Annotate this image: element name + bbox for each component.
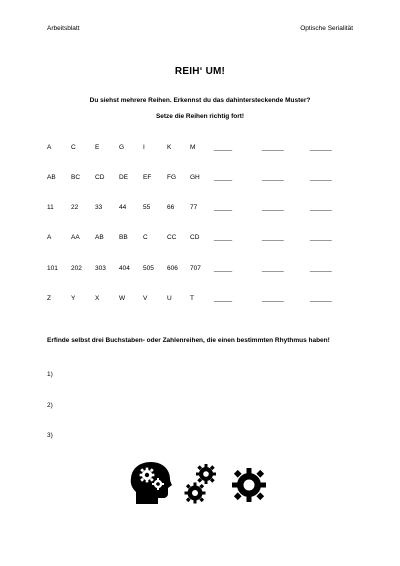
sequence-row [0,174,400,186]
sequence-item: X [95,295,100,302]
sequence-item: 44 [119,204,127,211]
sequence-item: BC [71,174,81,181]
answer-blank[interactable]: ______ [310,144,332,151]
sequence-item: AB [95,234,104,241]
sequence-item: C [143,234,148,241]
sequence-item: EF [143,174,152,181]
answer-blank[interactable]: _____ [214,144,233,151]
page-header [0,0,400,40]
answer-blank[interactable]: ______ [310,174,332,181]
sequence-item: CC [167,234,177,241]
sequence-item: 202 [71,265,82,272]
sequence-item: E [95,144,100,151]
sequence-item: Y [71,295,76,302]
sequence-item: 707 [190,265,201,272]
sequence-item: 66 [167,204,175,211]
sequence-item: V [143,295,148,302]
answer-blank[interactable]: ______ [262,234,284,241]
icon-group [130,460,270,510]
sequence-item: A [47,144,52,151]
answer-blank[interactable]: ______ [262,265,284,272]
sequence-item: C [71,144,76,151]
sequence-item: CD [190,234,200,241]
header-right: Optische Serialität [300,25,353,32]
sequence-item: 33 [95,204,103,211]
sequence-item: U [167,295,172,302]
worksheet-title: REIH‘ UM! [174,66,226,77]
sequence-item: Z [47,295,51,302]
sequence-row [0,234,400,246]
sequence-item: 22 [71,204,79,211]
sequence-item: FG [167,174,177,181]
sequence-item: BB [119,234,128,241]
answer-blank[interactable]: _____ [214,295,233,302]
intro-line-2: Setze die Reihen richtig fort! [155,113,245,120]
answer-blank[interactable]: _____ [214,234,233,241]
answer-blank[interactable]: ______ [310,234,332,241]
sequence-row [0,144,400,156]
answer-blank[interactable]: _____ [214,174,233,181]
sequence-item: 404 [119,265,130,272]
sequence-item: 77 [190,204,198,211]
answer-blank[interactable]: ______ [310,295,332,302]
sequence-item: CD [95,174,105,181]
answer-blank[interactable]: ______ [262,204,284,211]
sequence-row [0,265,400,277]
sequence-row [0,295,400,307]
answer-blank[interactable]: _____ [214,265,233,272]
sequence-item: 303 [95,265,106,272]
sequence-item: AA [71,234,80,241]
sequence-item: AB [47,174,56,181]
answer-blank[interactable]: ______ [262,174,284,181]
task-instruction: Erfinde selbst drei Buchstaben- oder Zahlenreihen, die einen bestimmten Rhythmus haben! [47,337,330,344]
answer-label-2: 2) [47,402,53,409]
answer-label-1: 1) [47,371,53,378]
sequence-item: 505 [143,265,154,272]
two-gears-icon [184,462,218,506]
sequence-item: A [47,234,52,241]
header-left: Arbeitsblatt [47,25,80,32]
sequence-item: GH [190,174,200,181]
answer-blank[interactable]: _____ [214,204,233,211]
sequence-item: K [167,144,172,151]
answer-label-3: 3) [47,432,53,439]
gear-icon [230,466,268,504]
intro-line-1: Du siehst mehrere Reihen. Erkennst du das dahintersteckende Muster? [89,97,311,104]
sequence-item: DE [119,174,129,181]
sequence-item: 11 [47,204,54,211]
sequence-item: M [190,144,196,151]
sequence-item: 606 [167,265,178,272]
sequence-item: 55 [143,204,151,211]
answer-blank[interactable]: ______ [310,265,332,272]
sequence-item: 101 [47,265,58,272]
head-gears-icon [130,460,174,508]
sequence-item: T [190,295,194,302]
sequence-row [0,204,400,216]
sequence-item: G [119,144,125,151]
answer-blank[interactable]: ______ [262,295,284,302]
answer-blank[interactable]: ______ [262,144,284,151]
sequence-item: W [119,295,126,302]
sequence-item: I [143,144,145,151]
answer-blank[interactable]: ______ [310,204,332,211]
